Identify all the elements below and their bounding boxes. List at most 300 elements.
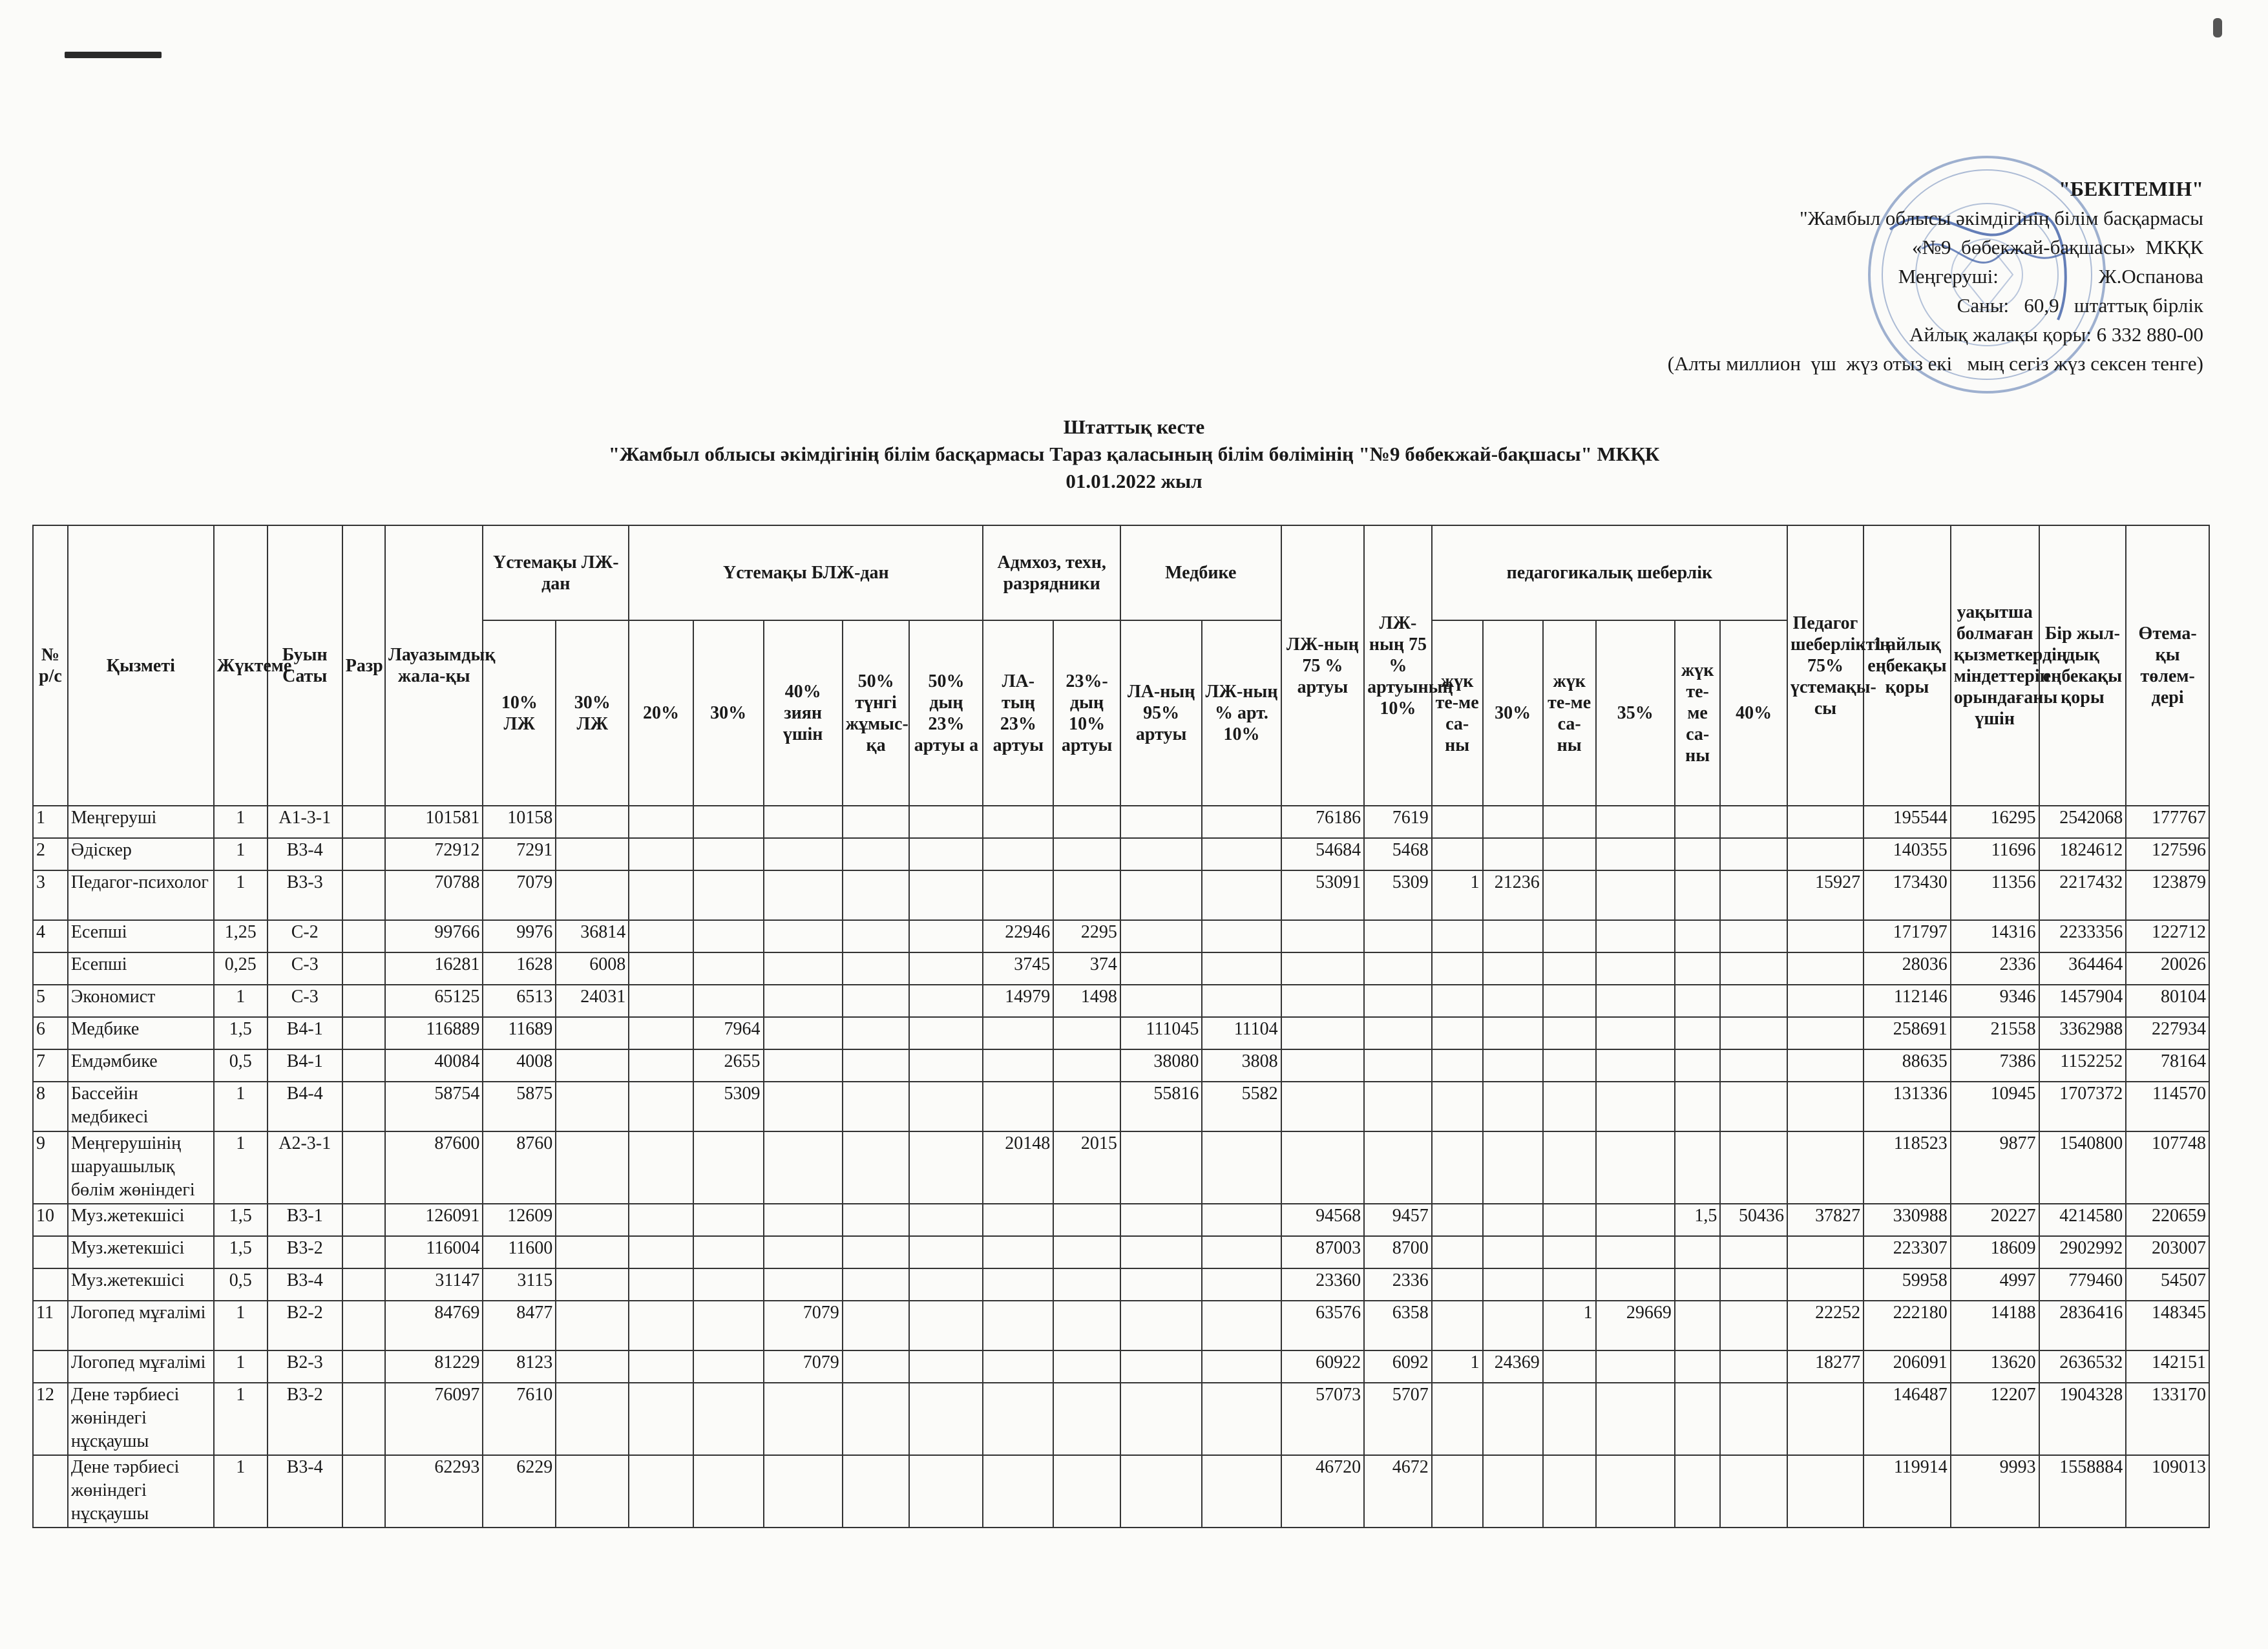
table-cell bbox=[764, 1131, 843, 1204]
table-cell bbox=[1720, 1455, 1787, 1528]
table-cell bbox=[1120, 838, 1202, 870]
table-cell bbox=[843, 1017, 910, 1049]
table-cell: 7386 bbox=[1951, 1049, 2039, 1082]
table-cell bbox=[1281, 1131, 1364, 1204]
table-cell: 3115 bbox=[483, 1268, 556, 1301]
table-cell: 116889 bbox=[385, 1017, 483, 1049]
table-cell bbox=[843, 952, 910, 985]
table-cell: 1457904 bbox=[2039, 985, 2126, 1017]
table-cell: 5309 bbox=[1364, 870, 1432, 920]
table-cell bbox=[1543, 806, 1596, 838]
table-cell bbox=[1364, 952, 1432, 985]
table-cell bbox=[693, 1131, 764, 1204]
table-cell: 3745 bbox=[983, 952, 1053, 985]
table-cell: 1 bbox=[214, 1301, 268, 1350]
table-cell bbox=[843, 838, 910, 870]
table-cell: 9993 bbox=[1951, 1455, 2039, 1528]
table-cell: 1628 bbox=[483, 952, 556, 985]
table-cell bbox=[1053, 1049, 1120, 1082]
table-cell bbox=[1720, 838, 1787, 870]
table-cell bbox=[909, 1350, 983, 1383]
table-cell bbox=[1120, 985, 1202, 1017]
table-cell: 2336 bbox=[1364, 1268, 1432, 1301]
table-row bbox=[33, 985, 2209, 1017]
table-cell bbox=[909, 838, 983, 870]
table-cell bbox=[1720, 1131, 1787, 1204]
table-cell bbox=[342, 1236, 385, 1268]
header-la23: ЛА-тың 23% артуы bbox=[983, 620, 1053, 806]
table-cell: 22946 bbox=[983, 920, 1053, 952]
table-cell bbox=[1720, 806, 1787, 838]
table-cell bbox=[1120, 1268, 1202, 1301]
table-cell bbox=[342, 1301, 385, 1350]
table-cell bbox=[693, 1268, 764, 1301]
table-cell bbox=[909, 1082, 983, 1131]
table-cell bbox=[1543, 985, 1596, 1017]
header-b50-night: 50% түнгі жұмыс-қа bbox=[843, 620, 910, 806]
table-cell bbox=[843, 1131, 910, 1204]
table-cell: 0,5 bbox=[214, 1268, 268, 1301]
header-lzh10: 10% ЛЖ bbox=[483, 620, 556, 806]
table-cell: 50436 bbox=[1720, 1204, 1787, 1236]
table-cell: 55816 bbox=[1120, 1082, 1202, 1131]
table-cell: 12609 bbox=[483, 1204, 556, 1236]
scan-mark bbox=[65, 52, 162, 58]
table-cell bbox=[1720, 1017, 1787, 1049]
table-cell: Дене тәрбиесі жөніндегі нұсқаушы bbox=[68, 1383, 214, 1455]
table-cell bbox=[33, 952, 68, 985]
table-cell: 12 bbox=[33, 1383, 68, 1455]
table-cell bbox=[342, 1131, 385, 1204]
table-cell: 1,5 bbox=[214, 1204, 268, 1236]
table-row bbox=[33, 838, 2209, 870]
table-cell: 258691 bbox=[1864, 1017, 1951, 1049]
table-cell: 195544 bbox=[1864, 806, 1951, 838]
table-cell bbox=[1364, 985, 1432, 1017]
table-cell: 13620 bbox=[1951, 1350, 2039, 1383]
table-cell bbox=[1596, 1455, 1675, 1528]
table-cell bbox=[1596, 806, 1675, 838]
table-cell: 88635 bbox=[1864, 1049, 1951, 1082]
table-cell: 60922 bbox=[1281, 1350, 1364, 1383]
table-cell bbox=[693, 806, 764, 838]
table-cell: 1 bbox=[214, 1383, 268, 1455]
table-cell bbox=[1787, 952, 1864, 985]
table-cell bbox=[843, 920, 910, 952]
header-la95: ЛА-ның 95% артуы bbox=[1120, 620, 1202, 806]
table-cell bbox=[764, 838, 843, 870]
table-cell bbox=[1543, 1268, 1596, 1301]
table-cell: Логопед мұғалімі bbox=[68, 1301, 214, 1350]
table-cell bbox=[629, 1017, 693, 1049]
table-cell: 11600 bbox=[483, 1236, 556, 1268]
table-cell bbox=[1675, 1049, 1720, 1082]
table-cell bbox=[1596, 920, 1675, 952]
table-cell: В3-1 bbox=[268, 1204, 342, 1236]
scan-mark bbox=[2213, 18, 2222, 37]
table-cell: 14979 bbox=[983, 985, 1053, 1017]
table-cell bbox=[629, 1236, 693, 1268]
table-cell bbox=[1053, 806, 1120, 838]
table-cell bbox=[1432, 1131, 1483, 1204]
table-cell bbox=[629, 1383, 693, 1455]
table-cell bbox=[1596, 1268, 1675, 1301]
table-cell bbox=[1202, 1204, 1281, 1236]
table-cell bbox=[1053, 1301, 1120, 1350]
table-cell: 76097 bbox=[385, 1383, 483, 1455]
table-cell: 4672 bbox=[1364, 1455, 1432, 1528]
header-comp: Өтема-қы төлем-дері bbox=[2126, 525, 2209, 806]
table-cell bbox=[909, 870, 983, 920]
table-cell bbox=[1543, 1131, 1596, 1204]
table-cell bbox=[556, 806, 629, 838]
table-cell: 203007 bbox=[2126, 1236, 2209, 1268]
table-cell bbox=[1787, 1455, 1864, 1528]
table-cell: 36814 bbox=[556, 920, 629, 952]
table-cell: 2836416 bbox=[2039, 1301, 2126, 1350]
table-cell: 2636532 bbox=[2039, 1350, 2126, 1383]
table-cell: 14188 bbox=[1951, 1301, 2039, 1350]
header-ped-load-3: жүк те-ме са-ны bbox=[1675, 620, 1720, 806]
table-cell: 46720 bbox=[1281, 1455, 1364, 1528]
table-cell: 57073 bbox=[1281, 1383, 1364, 1455]
table-cell bbox=[1483, 985, 1543, 1017]
table-cell: 7079 bbox=[483, 870, 556, 920]
table-cell: Есепші bbox=[68, 952, 214, 985]
table-cell bbox=[556, 1131, 629, 1204]
table-cell bbox=[1202, 1131, 1281, 1204]
table-cell bbox=[843, 1455, 910, 1528]
table-cell: В3-4 bbox=[268, 838, 342, 870]
table-cell bbox=[1281, 952, 1364, 985]
table-cell bbox=[1053, 1082, 1120, 1131]
table-cell bbox=[33, 1350, 68, 1383]
table-cell bbox=[909, 1204, 983, 1236]
header-salary: Лауазымдық жала-қы bbox=[385, 525, 483, 806]
table-cell bbox=[1432, 985, 1483, 1017]
table-cell bbox=[983, 1455, 1053, 1528]
table-cell bbox=[1787, 1049, 1864, 1082]
table-cell: 99766 bbox=[385, 920, 483, 952]
table-cell: 112146 bbox=[1864, 985, 1951, 1017]
table-cell: 9877 bbox=[1951, 1131, 2039, 1204]
table-cell bbox=[693, 920, 764, 952]
table-cell: 78164 bbox=[2126, 1049, 2209, 1082]
table-cell: 206091 bbox=[1864, 1350, 1951, 1383]
header-lzh75-10: ЛЖ-ның 75 % артуының 10% bbox=[1364, 525, 1432, 806]
table-cell: 140355 bbox=[1864, 838, 1951, 870]
table-cell bbox=[909, 1131, 983, 1204]
table-cell: 8 bbox=[33, 1082, 68, 1131]
header-lzh75: ЛЖ-ның 75 % артуы bbox=[1281, 525, 1364, 806]
table-cell bbox=[342, 952, 385, 985]
table-cell: 364464 bbox=[2039, 952, 2126, 985]
table-cell bbox=[1787, 1017, 1864, 1049]
table-cell: Есепші bbox=[68, 920, 214, 952]
table-cell: 2336 bbox=[1951, 952, 2039, 985]
table-cell bbox=[1787, 1082, 1864, 1131]
table-cell: 11104 bbox=[1202, 1017, 1281, 1049]
table-cell: С-3 bbox=[268, 952, 342, 985]
table-cell bbox=[1720, 952, 1787, 985]
table-cell bbox=[629, 920, 693, 952]
table-cell bbox=[1053, 1204, 1120, 1236]
table-cell: Экономист bbox=[68, 985, 214, 1017]
table-cell: 779460 bbox=[2039, 1268, 2126, 1301]
table-cell: 20148 bbox=[983, 1131, 1053, 1204]
table-cell bbox=[1675, 1017, 1720, 1049]
table-cell: 177767 bbox=[2126, 806, 2209, 838]
table-cell bbox=[1720, 985, 1787, 1017]
table-cell bbox=[629, 1268, 693, 1301]
table-cell bbox=[1596, 985, 1675, 1017]
table-cell bbox=[556, 1236, 629, 1268]
table-cell bbox=[983, 806, 1053, 838]
table-cell bbox=[556, 1049, 629, 1082]
table-cell bbox=[342, 838, 385, 870]
table-cell: 8760 bbox=[483, 1131, 556, 1204]
table-cell bbox=[1596, 838, 1675, 870]
table-cell: 122712 bbox=[2126, 920, 2209, 952]
table-cell: 16295 bbox=[1951, 806, 2039, 838]
table-cell bbox=[1483, 1017, 1543, 1049]
table-cell bbox=[1202, 952, 1281, 985]
header-annual: Бір жыл-дық еңбекақы қоры bbox=[2039, 525, 2126, 806]
table-cell bbox=[1543, 1350, 1596, 1383]
table-cell bbox=[1120, 1204, 1202, 1236]
table-row bbox=[33, 1455, 2209, 1528]
table-cell: 5582 bbox=[1202, 1082, 1281, 1131]
table-cell bbox=[764, 985, 843, 1017]
header-rank: Разр bbox=[342, 525, 385, 806]
table-cell: 118523 bbox=[1864, 1131, 1951, 1204]
table-cell bbox=[693, 870, 764, 920]
table-body bbox=[33, 806, 2209, 1528]
header-ped35: 35% bbox=[1596, 620, 1675, 806]
table-cell bbox=[764, 1017, 843, 1049]
table-cell: 123879 bbox=[2126, 870, 2209, 920]
approval-payroll: Айлық жалақы қоры: 6 332 880-00 bbox=[1909, 323, 2203, 346]
table-cell bbox=[1596, 1131, 1675, 1204]
table-cell: 1 bbox=[214, 1350, 268, 1383]
table-cell bbox=[1483, 1268, 1543, 1301]
title-line-1: Штаттық кесте bbox=[1063, 415, 1205, 438]
approval-manager bbox=[1454, 262, 2203, 291]
table-cell bbox=[1787, 985, 1864, 1017]
table-cell: 22252 bbox=[1787, 1301, 1864, 1350]
table-cell bbox=[1053, 838, 1120, 870]
table-cell bbox=[1720, 1350, 1787, 1383]
table-cell bbox=[1543, 870, 1596, 920]
header-23-10: 23%-дың 10% артуы bbox=[1053, 620, 1120, 806]
table-cell: 24031 bbox=[556, 985, 629, 1017]
table-cell: 87003 bbox=[1281, 1236, 1364, 1268]
table-row bbox=[33, 1236, 2209, 1268]
table-cell: 223307 bbox=[1864, 1236, 1951, 1268]
table-cell bbox=[1120, 1131, 1202, 1204]
table-cell bbox=[1483, 1082, 1543, 1131]
table-cell: 76186 bbox=[1281, 806, 1364, 838]
table-cell bbox=[1787, 1383, 1864, 1455]
table-cell: 1152252 bbox=[2039, 1049, 2126, 1082]
table-cell: 2233356 bbox=[2039, 920, 2126, 952]
approval-payroll-words: (Алты миллион үш жүз отыз екі мың сегіз жүз сексен тенге) bbox=[1667, 352, 2203, 375]
table-cell bbox=[1202, 985, 1281, 1017]
table-cell bbox=[1483, 1236, 1543, 1268]
table-cell bbox=[1053, 870, 1120, 920]
table-cell bbox=[1432, 1268, 1483, 1301]
table-cell: 1 bbox=[214, 838, 268, 870]
table-cell: 7079 bbox=[764, 1301, 843, 1350]
table-cell bbox=[1483, 952, 1543, 985]
table-cell: 1 bbox=[1432, 870, 1483, 920]
table-cell bbox=[843, 1268, 910, 1301]
table-cell: 1824612 bbox=[2039, 838, 2126, 870]
table-cell bbox=[1675, 952, 1720, 985]
table-cell bbox=[983, 1082, 1053, 1131]
table-cell bbox=[1720, 920, 1787, 952]
table-cell bbox=[1720, 1268, 1787, 1301]
table-cell bbox=[1281, 985, 1364, 1017]
table-row bbox=[33, 920, 2209, 952]
table-cell bbox=[1120, 1383, 1202, 1455]
table-cell: 2217432 bbox=[2039, 870, 2126, 920]
table-cell bbox=[33, 1455, 68, 1528]
table-cell bbox=[1364, 920, 1432, 952]
table-cell: 10945 bbox=[1951, 1082, 2039, 1131]
table-cell bbox=[629, 1455, 693, 1528]
table-cell: 7 bbox=[33, 1049, 68, 1082]
table-cell: 142151 bbox=[2126, 1350, 2209, 1383]
table-cell bbox=[1202, 1455, 1281, 1528]
table-cell bbox=[1483, 838, 1543, 870]
table-cell: 18609 bbox=[1951, 1236, 2039, 1268]
table-cell: В3-4 bbox=[268, 1268, 342, 1301]
table-cell: В3-4 bbox=[268, 1455, 342, 1528]
table-cell bbox=[342, 806, 385, 838]
table-cell: Муз.жетекшісі bbox=[68, 1204, 214, 1236]
table-cell: 2295 bbox=[1053, 920, 1120, 952]
table-cell bbox=[909, 985, 983, 1017]
table-cell bbox=[1053, 1383, 1120, 1455]
table-cell: 8123 bbox=[483, 1350, 556, 1383]
table-cell bbox=[1543, 1383, 1596, 1455]
table-cell bbox=[1432, 1017, 1483, 1049]
table-cell bbox=[556, 1017, 629, 1049]
table-cell bbox=[1787, 838, 1864, 870]
table-cell bbox=[693, 985, 764, 1017]
table-cell bbox=[1543, 1204, 1596, 1236]
table-cell bbox=[1675, 920, 1720, 952]
table-cell bbox=[983, 1204, 1053, 1236]
table-cell: 1 bbox=[214, 1082, 268, 1131]
title-line-3: 01.01.2022 жыл bbox=[1066, 470, 1202, 492]
table-cell bbox=[693, 1236, 764, 1268]
table-cell bbox=[1483, 806, 1543, 838]
table-cell bbox=[693, 1204, 764, 1236]
table-row bbox=[33, 1204, 2209, 1236]
table-cell bbox=[1364, 1017, 1432, 1049]
table-cell bbox=[556, 1082, 629, 1131]
table-cell bbox=[1281, 1017, 1364, 1049]
table-cell bbox=[1543, 1049, 1596, 1082]
table-cell: 146487 bbox=[1864, 1383, 1951, 1455]
table-cell: 4 bbox=[33, 920, 68, 952]
table-cell bbox=[1364, 1082, 1432, 1131]
table-cell bbox=[1202, 1350, 1281, 1383]
table-cell bbox=[342, 1049, 385, 1082]
table-cell bbox=[1543, 838, 1596, 870]
table-cell bbox=[909, 1383, 983, 1455]
table-cell bbox=[1720, 870, 1787, 920]
table-cell: Логопед мұғалімі bbox=[68, 1350, 214, 1383]
table-cell bbox=[1596, 1350, 1675, 1383]
header-b50-23: 50% дың 23% артуы а bbox=[909, 620, 983, 806]
table-cell bbox=[1432, 1236, 1483, 1268]
table-cell bbox=[693, 1383, 764, 1455]
table-cell: 94568 bbox=[1281, 1204, 1364, 1236]
table-cell: 20026 bbox=[2126, 952, 2209, 985]
table-cell: Әдіскер bbox=[68, 838, 214, 870]
manager-label: Меңгеруші: bbox=[1898, 265, 1999, 288]
table-cell bbox=[1120, 920, 1202, 952]
table-cell bbox=[843, 985, 910, 1017]
table-cell bbox=[1675, 1082, 1720, 1131]
table-row bbox=[33, 1268, 2209, 1301]
table-cell bbox=[1596, 1204, 1675, 1236]
table-cell: 1540800 bbox=[2039, 1131, 2126, 1204]
table-cell bbox=[1053, 1017, 1120, 1049]
table-cell bbox=[983, 1017, 1053, 1049]
table-cell bbox=[1053, 1455, 1120, 1528]
table-row bbox=[33, 1383, 2209, 1455]
table-cell bbox=[342, 1383, 385, 1455]
table-cell bbox=[1483, 1455, 1543, 1528]
header-group-ped: педагогикалық шеберлік bbox=[1432, 525, 1787, 620]
header-group-nurse: Медбике bbox=[1120, 525, 1281, 620]
table-cell bbox=[629, 806, 693, 838]
header-b20: 20% bbox=[629, 620, 693, 806]
table-cell bbox=[1120, 870, 1202, 920]
table-cell: 1707372 bbox=[2039, 1082, 2126, 1131]
table-row bbox=[33, 1017, 2209, 1049]
header-absent: уақытша болмаған қызметкердің міндеттерін орындағаны үшін bbox=[1951, 525, 2039, 806]
table-cell bbox=[1202, 870, 1281, 920]
table-cell bbox=[1596, 1383, 1675, 1455]
header-ped75: Педагог шеберліктің 75% үстемақы-сы bbox=[1787, 525, 1864, 806]
table-cell bbox=[556, 838, 629, 870]
table-cell: В4-1 bbox=[268, 1017, 342, 1049]
table-cell bbox=[909, 1268, 983, 1301]
table-cell: A2-3-1 bbox=[268, 1131, 342, 1204]
table-cell: 53091 bbox=[1281, 870, 1364, 920]
table-cell bbox=[1787, 1268, 1864, 1301]
table-cell bbox=[843, 870, 910, 920]
table-row bbox=[33, 1049, 2209, 1082]
table-cell: 1 bbox=[1543, 1301, 1596, 1350]
table-cell: 7610 bbox=[483, 1383, 556, 1455]
table-cell bbox=[1720, 1301, 1787, 1350]
table-cell: 171797 bbox=[1864, 920, 1951, 952]
table-cell bbox=[1432, 806, 1483, 838]
table-cell bbox=[1675, 838, 1720, 870]
table-cell bbox=[556, 1204, 629, 1236]
table-cell bbox=[1202, 1236, 1281, 1268]
table-cell: 1558884 bbox=[2039, 1455, 2126, 1528]
table-cell bbox=[1202, 1301, 1281, 1350]
table-cell bbox=[1120, 1455, 1202, 1528]
header-no: № р/с bbox=[33, 525, 68, 806]
